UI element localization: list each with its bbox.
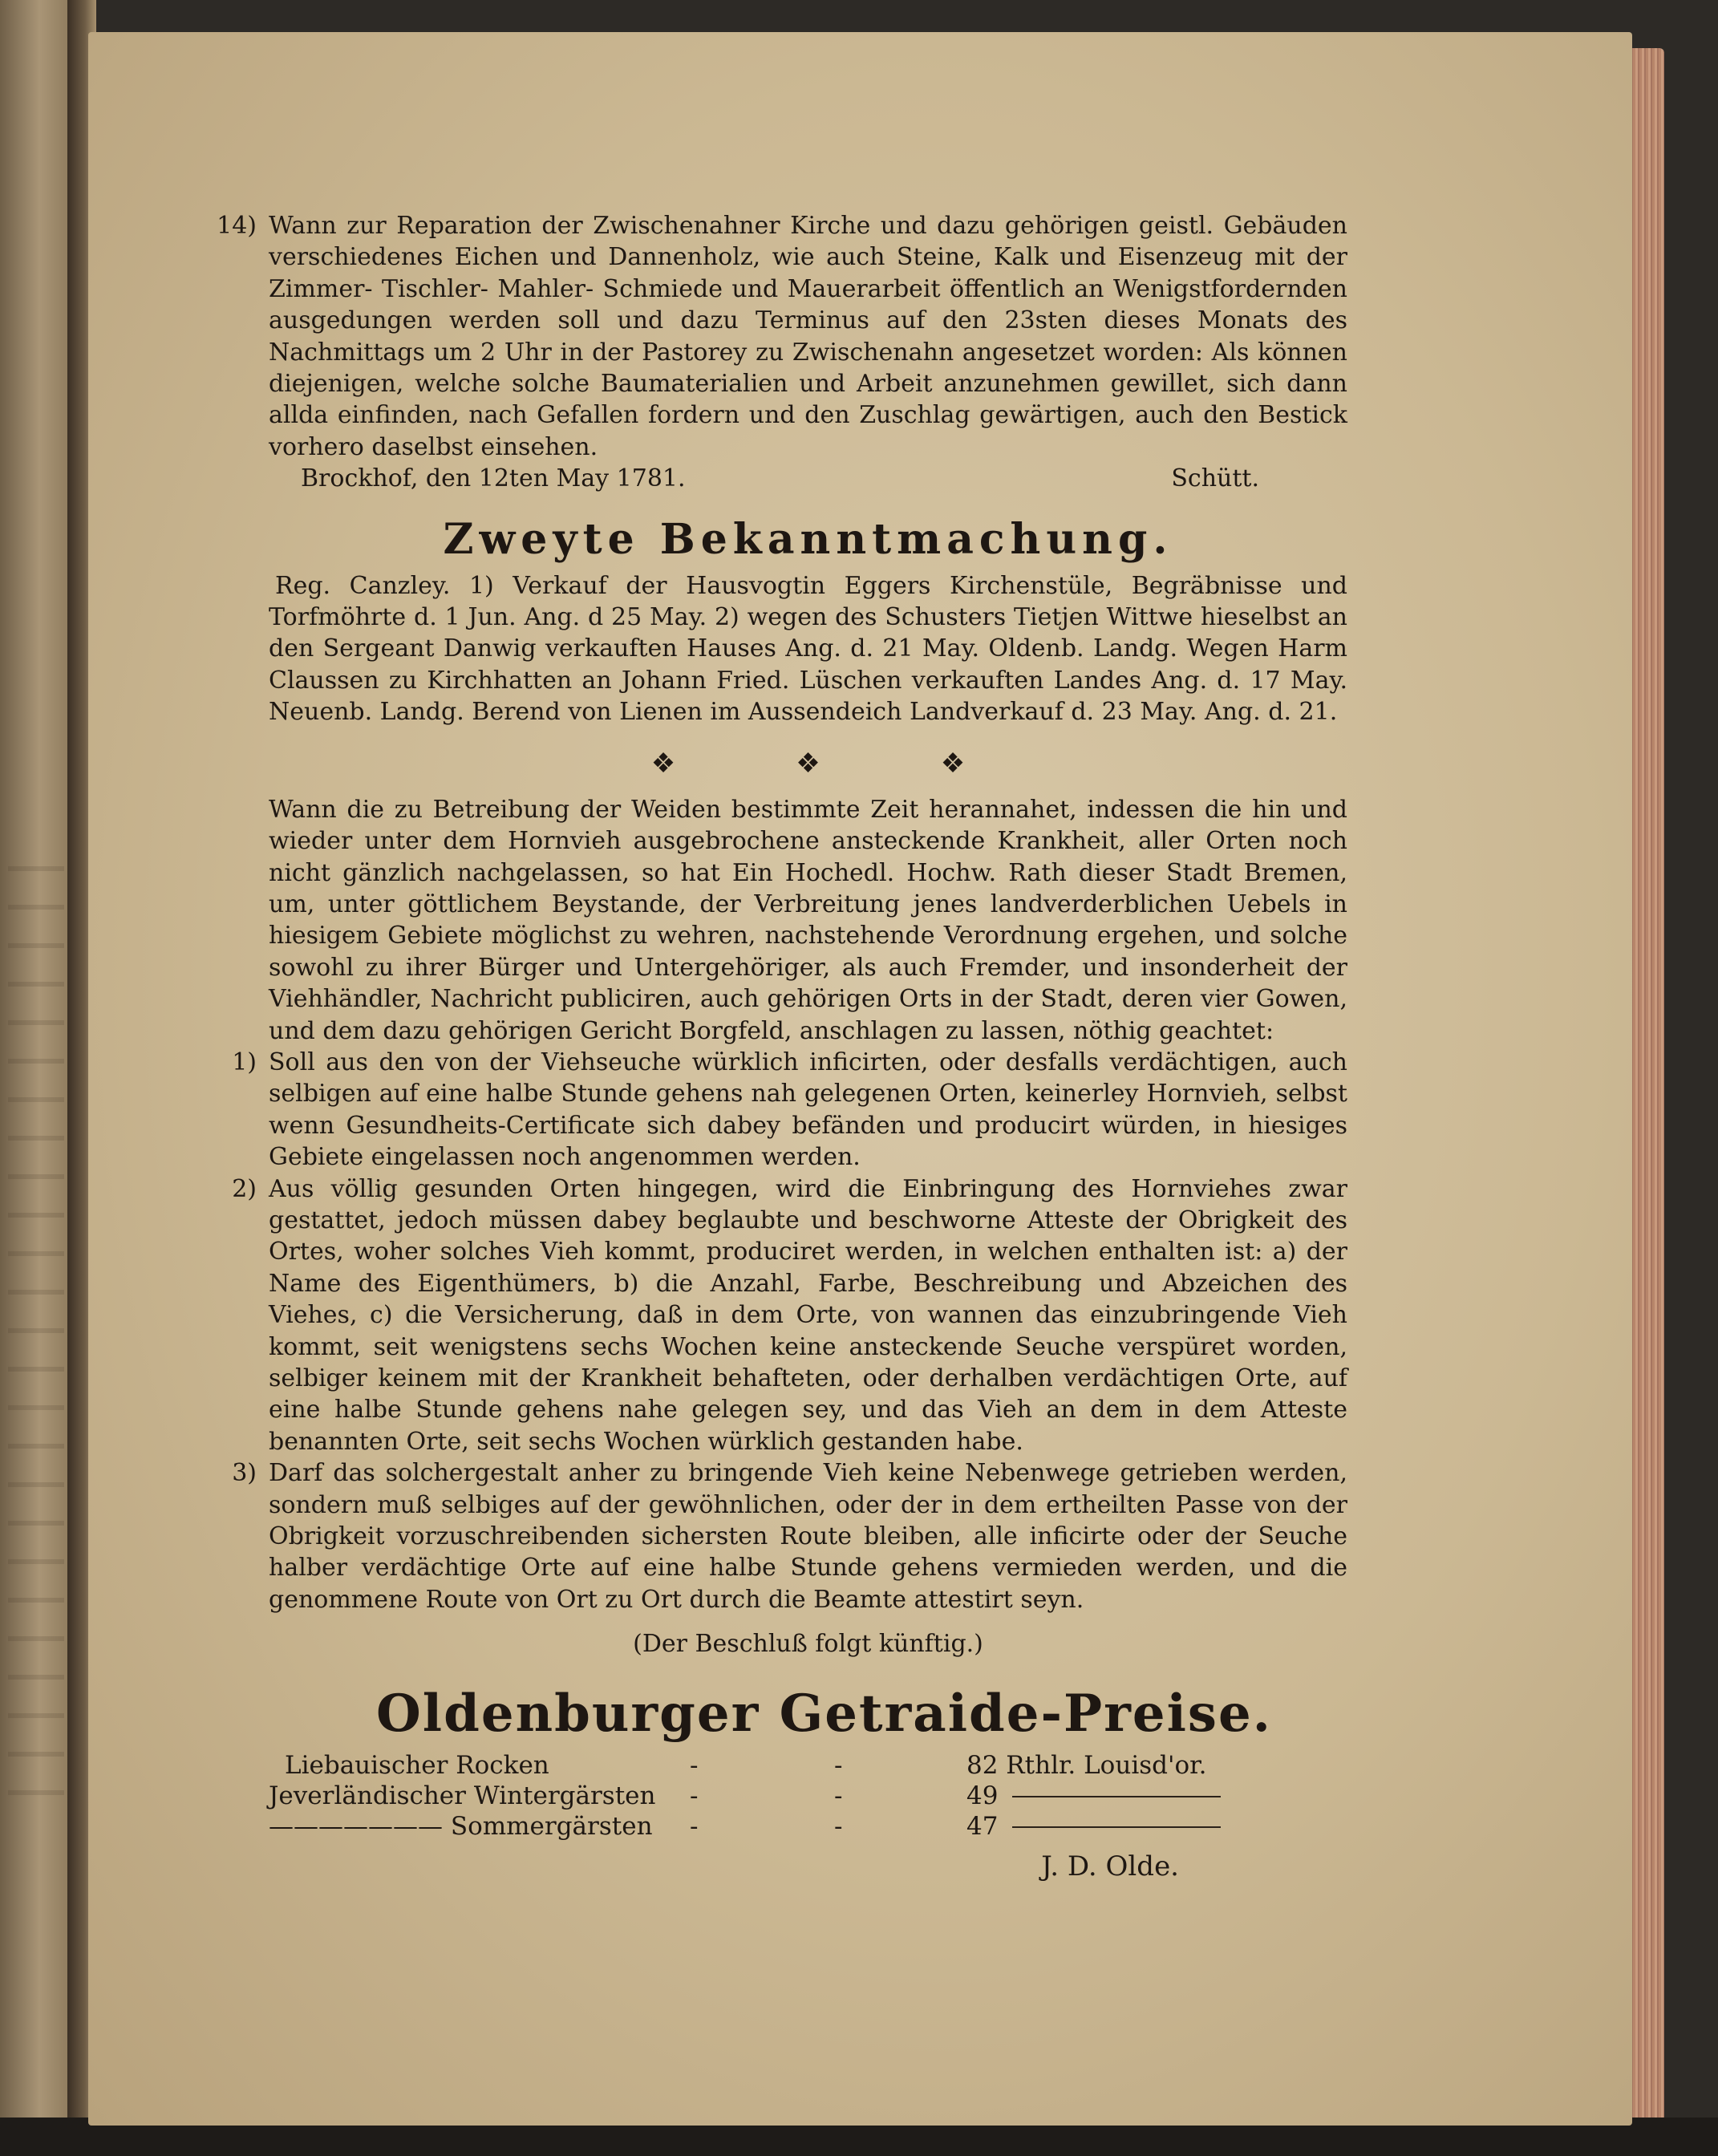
ditto-rule: [1012, 1826, 1221, 1828]
ornament-icon: ❖: [650, 747, 676, 780]
continuation-note: (Der Beschluß folgt künftig.): [633, 1630, 983, 1659]
grain-price: 49: [966, 1781, 999, 1810]
order-item: [232, 1457, 1347, 1615]
ornament-icon: ❖: [940, 747, 966, 780]
grain-price: 47: [966, 1811, 999, 1841]
page-text: [217, 210, 1347, 1882]
leader-dash: -: [690, 1750, 699, 1780]
second-notice-text: Reg. Canzley. 1) Verkauf der Hausvogtin Eggers Kirchenstüle, Begräbnisse und Torfmöhrte d. 1 Jun. Ang. d 25 May. 2) wegen des Schusters Tietjen Wittwe hieselbst an den Sergeant Danwig verkauften Hauses Ang. d. 21 May. Oldenb. Landg. Wegen Harm Claussen zu Kirchhatten an Johann Fried. Lüschen verkauften Landes Ang. d. 17 May. Neuenb. Landg. Berend von Lienen im Aussendeich Landverkauf d. 23 May. Ang. d. 21.: [269, 571, 1347, 727]
grain-price: 82 Rthlr. Louisd'or.: [966, 1750, 1207, 1780]
facing-page-text-edge: [8, 866, 64, 1829]
order-item: [232, 1047, 1347, 1173]
order-item-number: 2): [232, 1174, 257, 1203]
order-item-text: Darf das solchergestalt anher zu bringende Vieh keine Nebenwege getrieben werden, sondern muß selbiges auf der gewöhnlichen, oder der in dem ertheilten Passe von der Obrigkeit vorzuschreibenden sichersten Route bleiben, alle inficirte oder der Seuche halber verdächtige Orte auf eine halbe Stunde gehens vermieden werden, und die genommene Route von Ort zu Ort durch die Beamte attestirt seyn.: [269, 1459, 1347, 1614]
ditto-rule: [1012, 1796, 1221, 1797]
leader-dash: -: [834, 1811, 843, 1841]
leader-dash: -: [690, 1811, 699, 1841]
order-item-number: 3): [232, 1459, 257, 1488]
grain-name: Liebauischer Rocken: [285, 1750, 549, 1780]
bremen-order-intro: Wann die zu Betreibung der Weiden bestimmte Zeit herannahet, indessen die hin und wieder unter dem Hornvieh ausgebrochene ansteckende Krankheit, aller Orten noch nicht gänzlich nachgelassen, so hat Ein Hochedl. Hochw. Rath dieser Stadt Bremen, um, unter göttlichem Beystande, der Verbreitung jenes landverderblichen Uebels in hiesigem Gebiete möglichst zu wehren, nachstehende Verordnung ergehen, und solche sowohl zu ihrer Bürger und Untergehöriger, als auch Fremder, und insonderheit der Viehhändler, Nachricht publiciren, auch gehörigen Orts in der Stadt, deren vier Gowen, und dem dazu gehörigen Gericht Borgfeld, anschlagen zu lassen, nöthig geachtet:: [269, 795, 1347, 1045]
grain-name: Jeverländischer Wintergärsten: [269, 1781, 656, 1810]
signer-name: Schütt.: [1171, 464, 1259, 493]
facing-page: [0, 0, 72, 2156]
ornament-icon: ❖: [796, 747, 821, 780]
order-item: [232, 1173, 1347, 1458]
ornament-divider: [269, 748, 1347, 780]
order-item-text: Aus völlig gesunden Orten hingegen, wird die Einbringung des Hornviehes zwar gestattet, jedoch müssen dabey beglaubte und beschworne Atteste der Obrigkeit des Ortes, woher solches Vieh kommt, produciret werden, in welchen enthalten ist: a) der Name des Eigenthümers, b) die Anzahl, Farbe, Beschreibung und Abzeichen des Viehes, c) die Versicherung, daß in dem Orte, von wannen das einzubringende Vieh kommt, seit wenigstens sechs Wochen keine ansteckende Seuche verspüret worden, selbiger keinem mit der Krankheit behafteten, oder derhalben verdächtigen Orte, auf eine halbe Stunde gehens nahe gelegen sey, und das Vieh an dem in dem Atteste benannten Orte, seit sechs Wochen würklich gestanden habe.: [269, 1174, 1347, 1456]
notice-14: [217, 210, 1347, 463]
notice-14-signline: [269, 463, 1347, 494]
leader-dash: -: [690, 1781, 699, 1810]
price-cell: [966, 1781, 1221, 1811]
notice-14-text: Wann zur Reparation der Zwischenahner Kirche und dazu gehörigen geistl. Gebäuden verschiedenes Eichen und Dannenholz, wie auch Steine, Kalk und Eisenzeug mit der Zimmer- Tischler- Mahler- Schmiede und Mauerarbeit öffentlich an Wenigstfordernden ausgedungen werden soll und dazu Terminus auf den 23sten dieses Monats des Nachmittags um 2 Uhr in der Pastorey zu Zwischenahn angesetzet worden: Als können diejenigen, welche solche Baumaterialien und Arbeit anzunehmen gewillet, sich dann allda einfinden, nach Gefallen fordern und den Zuschlag gewärtigen, auch den Bestick vorhero daselbst einsehen.: [269, 212, 1347, 461]
grain-prices-title: Oldenburger Getraide-Preise.: [376, 1683, 1272, 1744]
leader-dash: -: [834, 1781, 843, 1810]
price-row: [269, 1750, 1347, 1781]
leader-dash: -: [834, 1750, 843, 1780]
place-date: Brockhof, den 12ten May 1781.: [301, 464, 686, 493]
order-item-text: Soll aus den von der Viehseuche würklich inficirten, oder desfalls verdächtigen, auch selbigen auf eine halbe Stunde gehens nah gelegenen Orten, keinerley Hornvieh, selbst wenn Gesundheits-Certificate sich dabey befänden und producirt würden, in hiesiges Gebiete eingelassen noch angenommen werden.: [269, 1048, 1347, 1172]
price-cell: [966, 1811, 1221, 1842]
order-item-number: 1): [232, 1048, 257, 1076]
price-row: [269, 1811, 1347, 1842]
price-signature: J. D. Olde.: [1041, 1850, 1179, 1882]
grain-name: ——————— Sommergärsten: [269, 1811, 653, 1841]
second-notice-heading: Zweyte Bekanntmachung.: [443, 514, 1173, 564]
price-row: [269, 1781, 1347, 1811]
notice-number: 14): [217, 212, 257, 240]
